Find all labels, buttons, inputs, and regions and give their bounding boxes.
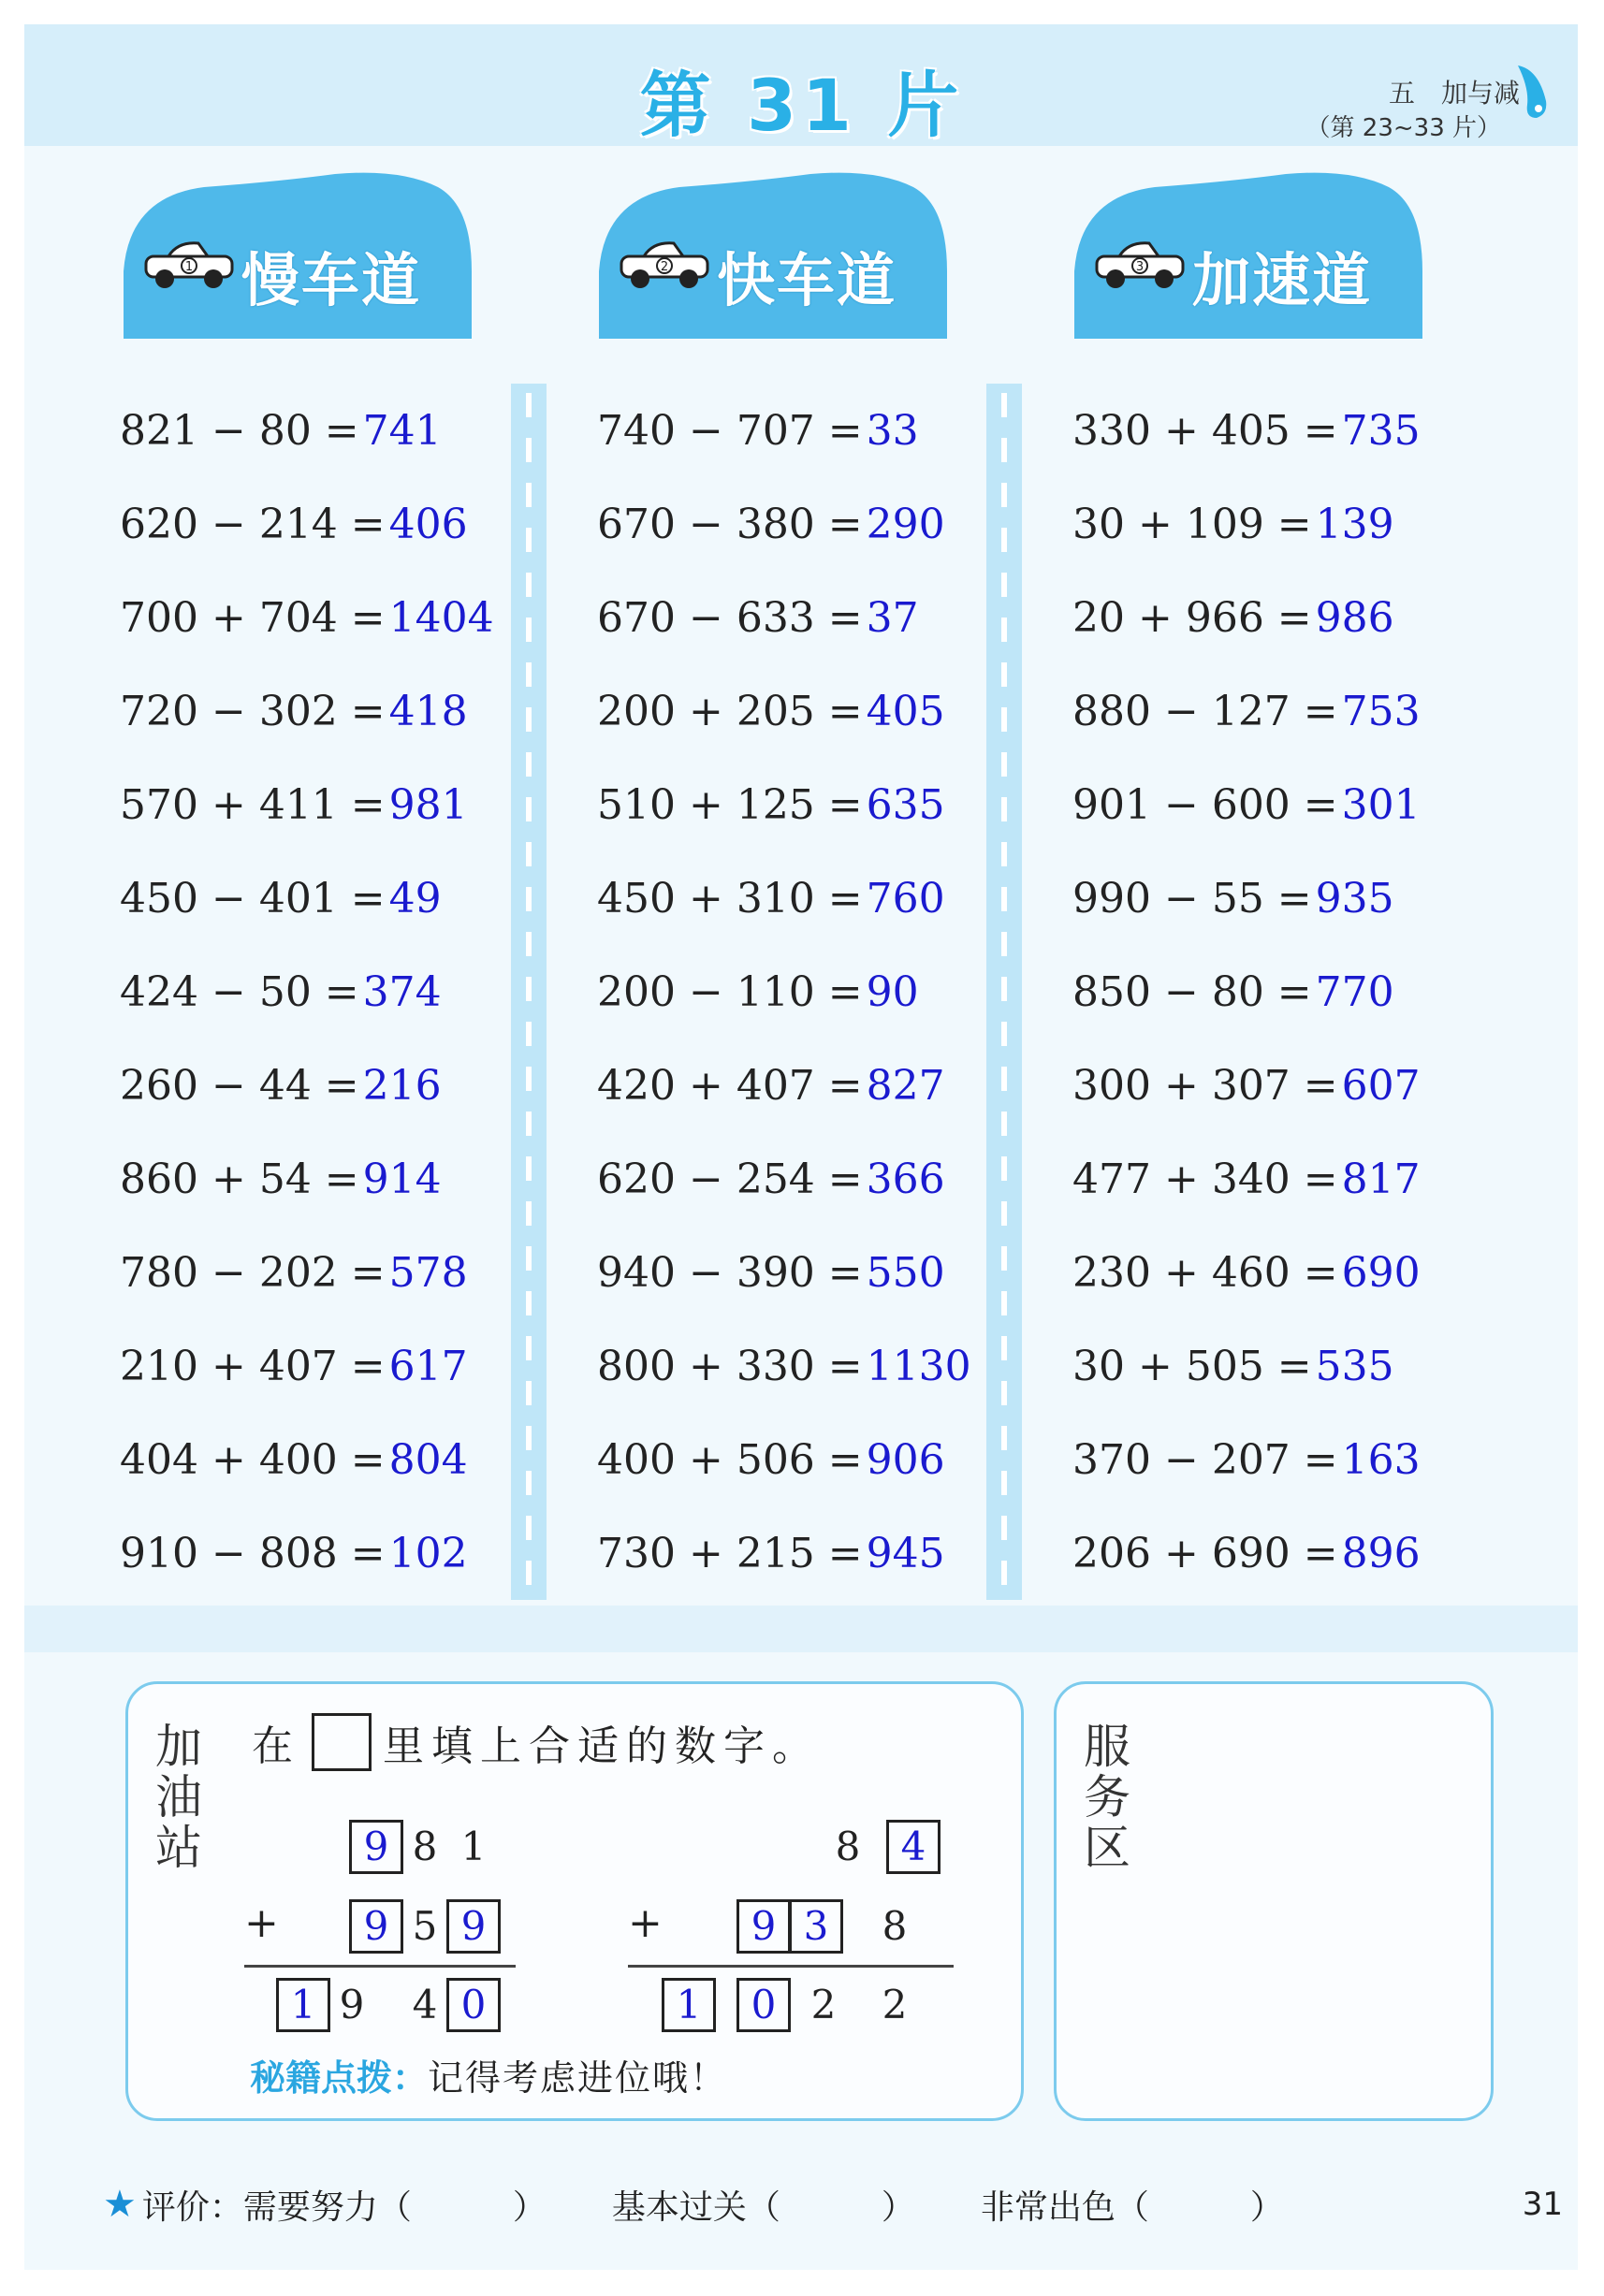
- lane-column-fast: [597, 384, 990, 1600]
- problem-expression: 740 − 707 =: [597, 406, 863, 455]
- problem-row: [1072, 477, 1465, 571]
- digit-box[interactable]: 0: [446, 1978, 501, 2032]
- problem-answer[interactable]: 914: [362, 1155, 442, 1203]
- problem-answer[interactable]: 817: [1341, 1155, 1421, 1203]
- digit: 5: [412, 1903, 438, 1949]
- problem-expression: 670 − 633 =: [597, 593, 863, 642]
- digit-box[interactable]: 3: [789, 1899, 843, 1954]
- digit-box[interactable]: 9: [349, 1820, 403, 1874]
- section-band: [24, 1606, 1578, 1652]
- race-car-icon: [1091, 236, 1188, 292]
- problem-row: [120, 758, 513, 851]
- problem-expression: 780 − 202 =: [120, 1248, 386, 1297]
- problem-expression: 670 − 380 =: [597, 500, 863, 548]
- lane-divider: [511, 384, 547, 1600]
- problem-answer[interactable]: 578: [388, 1248, 468, 1297]
- digit-box[interactable]: 1: [276, 1978, 330, 2032]
- star-icon: ★: [103, 2183, 137, 2226]
- problem-row: [597, 571, 990, 664]
- problem-row: [120, 1132, 513, 1226]
- problem-answer[interactable]: 760: [866, 874, 945, 923]
- problem-expression: 860 + 54 =: [120, 1155, 359, 1203]
- evaluation-option-excellent[interactable]: 非常出色（ ）: [980, 2187, 1284, 2227]
- problem-answer[interactable]: 90: [866, 967, 919, 1016]
- problem-row: [120, 571, 513, 664]
- problem-row: [1072, 1506, 1465, 1600]
- plus-sign: +: [244, 1899, 279, 1947]
- digit-box[interactable]: 9: [446, 1899, 501, 1954]
- problem-expression: 404 + 400 =: [120, 1435, 386, 1484]
- problem-row: [597, 1226, 990, 1319]
- problem-expression: 880 − 127 =: [1072, 687, 1338, 735]
- problem-row: [597, 384, 990, 477]
- sum-line: [628, 1965, 954, 1968]
- evaluation-label: 评价：: [141, 2187, 243, 2227]
- lane-column-speed: [1072, 384, 1465, 1600]
- tip: [250, 2049, 727, 2100]
- digit: 1: [460, 1824, 487, 1869]
- lane-name: 加速道: [1192, 246, 1373, 314]
- digit-box[interactable]: 1: [662, 1978, 716, 2032]
- problem-row: [597, 1319, 990, 1413]
- problem-answer[interactable]: 607: [1341, 1061, 1421, 1110]
- digit: 8: [882, 1903, 908, 1949]
- problem-expression: 700 + 704 =: [120, 593, 386, 642]
- problem-expression: 424 − 50 =: [120, 967, 359, 1016]
- problem-answer[interactable]: 216: [362, 1061, 442, 1110]
- problem-row: [120, 1319, 513, 1413]
- problem-expression: 206 + 690 =: [1072, 1529, 1338, 1577]
- problem-answer[interactable]: 290: [866, 500, 945, 548]
- unit-label: 五 加与减: [1388, 78, 1520, 109]
- problem-answer[interactable]: 635: [866, 780, 945, 829]
- digit: 2: [882, 1982, 908, 2027]
- problem-answer[interactable]: 301: [1341, 780, 1421, 829]
- problem-expression: 400 + 506 =: [597, 1435, 863, 1484]
- car-number: 3: [1135, 260, 1145, 274]
- problem-row: [120, 384, 513, 477]
- plus-sign: +: [628, 1899, 663, 1947]
- problem-answer[interactable]: 935: [1315, 874, 1394, 923]
- problem-answer[interactable]: 896: [1341, 1529, 1421, 1577]
- blank-box-sample: [312, 1713, 372, 1771]
- problem-answer[interactable]: 617: [388, 1342, 468, 1390]
- problem-row: [1072, 758, 1465, 851]
- problem-answer[interactable]: 945: [866, 1529, 945, 1577]
- race-car-icon: [616, 236, 713, 292]
- problem-expression: 30 + 109 =: [1072, 500, 1312, 548]
- digit: 8: [835, 1824, 861, 1869]
- problem-answer[interactable]: 535: [1315, 1342, 1394, 1390]
- problem-row: [1072, 664, 1465, 758]
- problem-expression: 570 + 411 =: [120, 780, 386, 829]
- problem-row: [1072, 384, 1465, 477]
- problem-expression: 620 − 254 =: [597, 1155, 863, 1203]
- problem-expression: 940 − 390 =: [597, 1248, 863, 1297]
- lane-name: 慢车道: [241, 246, 422, 314]
- instruction: [252, 1712, 821, 1772]
- problem-answer[interactable]: 550: [866, 1248, 945, 1297]
- service-area-panel: [1054, 1681, 1494, 2121]
- gas-station-panel: [125, 1681, 1024, 2121]
- problem-row: [1072, 1132, 1465, 1226]
- problem-expression: 450 + 310 =: [597, 874, 863, 923]
- instruction-text: 里填上合适的数字。: [383, 1722, 821, 1770]
- problem-expression: 720 − 302 =: [120, 687, 386, 735]
- problem-answer[interactable]: 986: [1315, 593, 1394, 642]
- problem-answer[interactable]: 690: [1341, 1248, 1421, 1297]
- digit-box[interactable]: 0: [736, 1978, 791, 2032]
- problem-answer[interactable]: 374: [362, 967, 442, 1016]
- fuel-drop-icon: [1510, 60, 1552, 125]
- problem-answer[interactable]: 981: [388, 780, 468, 829]
- problem-row: [120, 477, 513, 571]
- problem-answer[interactable]: 741: [362, 406, 442, 455]
- unit-range: （第 23~33 片）: [1305, 114, 1501, 142]
- problem-answer[interactable]: 804: [388, 1435, 468, 1484]
- problem-answer[interactable]: 1404: [388, 593, 494, 642]
- problem-answer[interactable]: 139: [1315, 500, 1394, 548]
- problem-row: [120, 1413, 513, 1506]
- problem-answer[interactable]: 49: [388, 874, 442, 923]
- problem-expression: 230 + 460 =: [1072, 1248, 1338, 1297]
- problem-answer[interactable]: 33: [866, 406, 919, 455]
- problem-answer[interactable]: 735: [1341, 406, 1421, 455]
- problem-row: [597, 758, 990, 851]
- lane-tab-fast: [595, 168, 951, 339]
- problem-answer[interactable]: 37: [866, 593, 919, 642]
- problem-expression: 420 + 407 =: [597, 1061, 863, 1110]
- problem-expression: 821 − 80 =: [120, 406, 359, 455]
- lane-name: 快车道: [717, 246, 897, 314]
- race-car-icon: [140, 236, 238, 292]
- problem-row: [597, 1132, 990, 1226]
- lane-column-slow: [120, 384, 513, 1600]
- problem-row: [1072, 571, 1465, 664]
- digit-box[interactable]: 4: [886, 1820, 941, 1874]
- problem-expression: 990 − 55 =: [1072, 874, 1312, 923]
- evaluation-option-needs-effort[interactable]: 需要努力（ ）: [242, 2187, 547, 2227]
- gas-station-label: 加油站: [148, 1722, 202, 1873]
- lane-tab-speed: [1071, 168, 1426, 339]
- problem-row: [597, 851, 990, 945]
- problem-row: [597, 1506, 990, 1600]
- problem-row: [1072, 945, 1465, 1039]
- problem-expression: 200 + 205 =: [597, 687, 863, 735]
- problem-answer[interactable]: 406: [388, 500, 468, 548]
- problem-expression: 330 + 405 =: [1072, 406, 1338, 455]
- lane-divider: [986, 384, 1022, 1600]
- problem-row: [597, 945, 990, 1039]
- problem-row: [1072, 851, 1465, 945]
- problem-expression: 260 − 44 =: [120, 1061, 359, 1110]
- problem-answer[interactable]: 102: [388, 1529, 468, 1577]
- evaluation-footer: [103, 2176, 1563, 2232]
- problem-expression: 910 − 808 =: [120, 1529, 386, 1577]
- problem-answer[interactable]: 366: [866, 1155, 945, 1203]
- page-number: 31: [1522, 2186, 1563, 2223]
- digit: 8: [412, 1824, 438, 1869]
- problem-expression: 730 + 215 =: [597, 1529, 863, 1577]
- digit: 4: [412, 1982, 438, 2027]
- problem-row: [120, 1506, 513, 1600]
- tip-text: 记得考虑进位哦！: [428, 2057, 728, 2099]
- digit-box[interactable]: 9: [349, 1899, 403, 1954]
- problem-row: [1072, 1226, 1465, 1319]
- problem-row: [120, 664, 513, 758]
- digit: 2: [810, 1982, 837, 2027]
- problem-expression: 30 + 505 =: [1072, 1342, 1312, 1390]
- problem-answer[interactable]: 906: [866, 1435, 945, 1484]
- problem-expression: 901 − 600 =: [1072, 780, 1338, 829]
- problem-row: [1072, 1319, 1465, 1413]
- problem-expression: 450 − 401 =: [120, 874, 386, 923]
- problem-row: [597, 1039, 990, 1132]
- problem-expression: 300 + 307 =: [1072, 1061, 1338, 1110]
- digit-box[interactable]: 9: [736, 1899, 791, 1954]
- problem-answer[interactable]: 405: [866, 687, 945, 735]
- problem-expression: 800 + 330 =: [597, 1342, 863, 1390]
- problem-answer[interactable]: 1130: [866, 1342, 971, 1390]
- instruction-text: 在: [252, 1722, 300, 1770]
- problem-answer[interactable]: 827: [866, 1061, 945, 1110]
- lane-tab-slow: [120, 168, 475, 339]
- car-number: 1: [184, 260, 194, 274]
- problem-row: [1072, 1413, 1465, 1506]
- digit: 9: [339, 1982, 365, 2027]
- problem-answer[interactable]: 418: [388, 687, 468, 735]
- problem-row: [1072, 1039, 1465, 1132]
- service-area-label: 服务区: [1076, 1722, 1130, 1873]
- problem-expression: 200 − 110 =: [597, 967, 863, 1016]
- problem-answer[interactable]: 753: [1341, 687, 1421, 735]
- problem-expression: 850 − 80 =: [1072, 967, 1312, 1016]
- problem-expression: 370 − 207 =: [1072, 1435, 1338, 1484]
- problem-answer[interactable]: 163: [1341, 1435, 1421, 1484]
- problem-expression: 20 + 966 =: [1072, 593, 1312, 642]
- problem-expression: 477 + 340 =: [1072, 1155, 1338, 1203]
- evaluation-option-pass[interactable]: 基本过关（ ）: [611, 2187, 915, 2227]
- problem-row: [597, 477, 990, 571]
- page-title: 第 31 片: [639, 64, 965, 147]
- car-number: 2: [660, 260, 669, 274]
- problem-row: [120, 945, 513, 1039]
- problem-row: [120, 1039, 513, 1132]
- problem-expression: 510 + 125 =: [597, 780, 863, 829]
- problem-row: [120, 851, 513, 945]
- tip-label: 秘籍点拨：: [250, 2057, 429, 2099]
- problem-answer[interactable]: 770: [1315, 967, 1394, 1016]
- problem-row: [597, 1413, 990, 1506]
- sum-line: [244, 1965, 516, 1968]
- problem-expression: 210 + 407 =: [120, 1342, 386, 1390]
- problem-row: [120, 1226, 513, 1319]
- problem-row: [597, 664, 990, 758]
- problem-expression: 620 − 214 =: [120, 500, 386, 548]
